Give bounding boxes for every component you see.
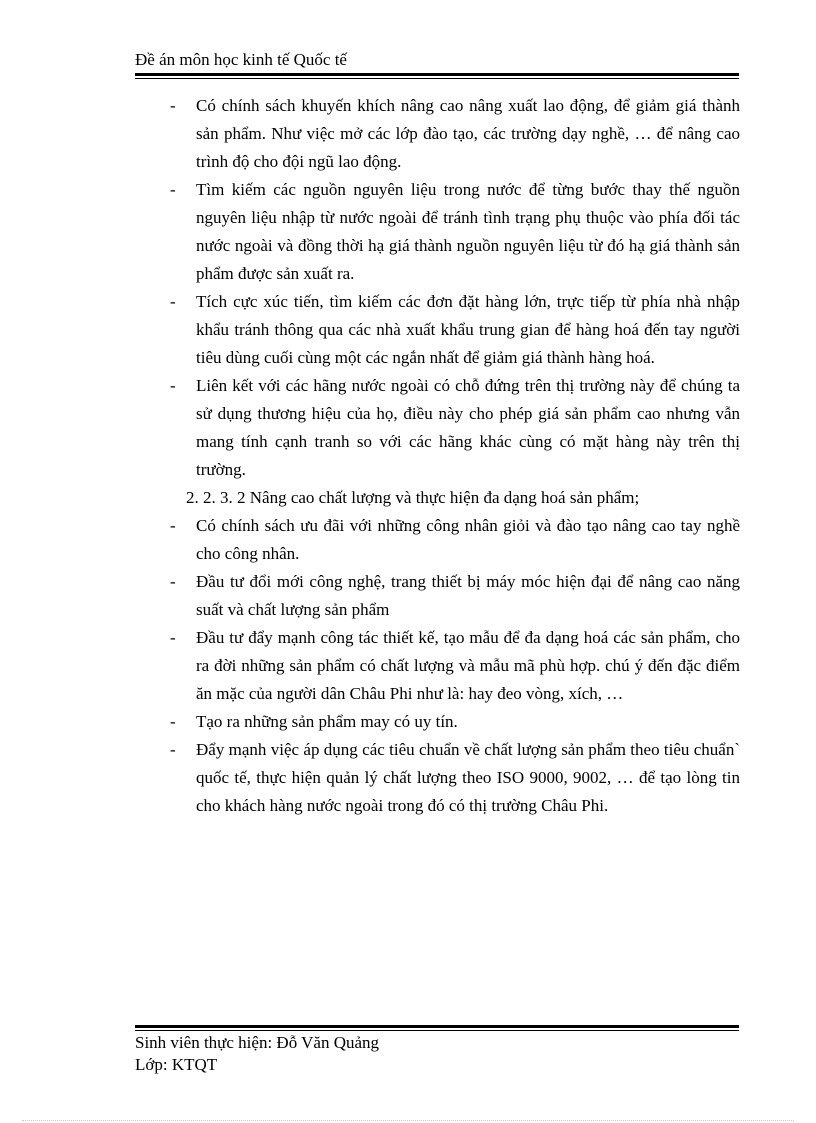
- list-item: [170, 708, 740, 736]
- list-item: [170, 288, 740, 372]
- bullet-dash: -: [170, 740, 176, 759]
- list-item: [170, 512, 740, 568]
- header-rule: [135, 73, 739, 79]
- bullet-dash: -: [170, 376, 176, 395]
- bullet-dash: -: [170, 96, 176, 115]
- list-item: [170, 624, 740, 708]
- list-item-text: Tích cực xúc tiến, tìm kiếm các đơn đặt hàng lớn, trực tiếp từ phía nhà nhập khẩu tránh thông qua các nhà xuất khẩu trung gian để hàng hoá đến tay người tiêu dùng cuối cùng một các ngắn nhất để giảm giá thành hàng hoá.: [196, 292, 740, 367]
- footer: [135, 1032, 379, 1076]
- footer-rule: [135, 1025, 739, 1031]
- bullet-dash: -: [170, 292, 176, 311]
- header-title: Đề án môn học kinh tế Quốc tế: [135, 50, 347, 69]
- list-item-text: Liên kết với các hãng nước ngoài có chỗ đứng trên thị trường này để chúng ta sử dụng thương hiệu của họ, điều này cho phép giá sản phẩm cao nhưng vẫn mang tính cạnh tranh so với các hãng khác cùng có mặt hàng này trên thị trường.: [196, 376, 740, 479]
- section-heading: 2. 2. 3. 2 Nâng cao chất lượng và thực hiện đa dạng hoá sản phẩm;: [186, 488, 640, 507]
- bullet-dash: -: [170, 628, 176, 647]
- list-item-text: Tìm kiếm các nguồn nguyên liệu trong nước để từng bước thay thế nguồn nguyên liệu nhập từ nước ngoài để tránh tình trạng phụ thuộc vào phía đối tác nước ngoài và đồng thời hạ giá thành nguồn nguyên liệu từ đó hạ giá thành sản phẩm được sản xuất ra.: [196, 180, 740, 283]
- list-item: [170, 176, 740, 288]
- page-edge-divider: [22, 1120, 794, 1121]
- bullet-dash: -: [170, 180, 176, 199]
- list-item-text: Tạo ra những sản phẩm may có uy tín.: [196, 712, 458, 731]
- list-item: [170, 92, 740, 176]
- footer-student: Sinh viên thực hiện: Đỗ Văn Quảng: [135, 1033, 380, 1052]
- list-item-text: Đẩy mạnh việc áp dụng các tiêu chuẩn về chất lượng sản phẩm theo tiêu chuẩn` quốc tế, thực hiện quản lý chất lượng theo ISO 9000, 9002, … để tạo lòng tin cho khách hàng nước ngoài trong đó có thị trường Châu Phi.: [196, 740, 740, 815]
- list-item: [170, 568, 740, 624]
- body-content: [170, 92, 740, 820]
- bullet-dash: -: [170, 572, 176, 591]
- list-item: [170, 372, 740, 484]
- list-item-text: Đầu tư đẩy mạnh công tác thiết kế, tạo mẫu để đa dạng hoá các sản phẩm, cho ra đời những sản phẩm có chất lượng và mẫu mã phù hợp. chú ý đến đặc điểm ăn mặc của người dân Châu Phi như là: hay đeo vòng, xích, …: [196, 628, 740, 703]
- list-item: [170, 736, 740, 820]
- list-item-text: Có chính sách ưu đãi với những công nhân giỏi và đào tạo nâng cao tay nghề cho công nhân.: [196, 516, 740, 563]
- bullet-dash: -: [170, 712, 176, 731]
- list-item-text: Có chính sách khuyến khích nâng cao nâng xuất lao động, để giảm giá thành sản phẩm. Như việc mở các lớp đào tạo, các trường dạy nghề, … để nâng cao trình độ cho đội ngũ lao động.: [196, 96, 740, 171]
- bullet-dash: -: [170, 516, 176, 535]
- footer-class: Lớp: KTQT: [135, 1055, 218, 1074]
- list-item-text: Đầu tư đổi mới công nghệ, trang thiết bị máy móc hiện đại để nâng cao năng suất và chất lượng sản phẩm: [196, 572, 740, 619]
